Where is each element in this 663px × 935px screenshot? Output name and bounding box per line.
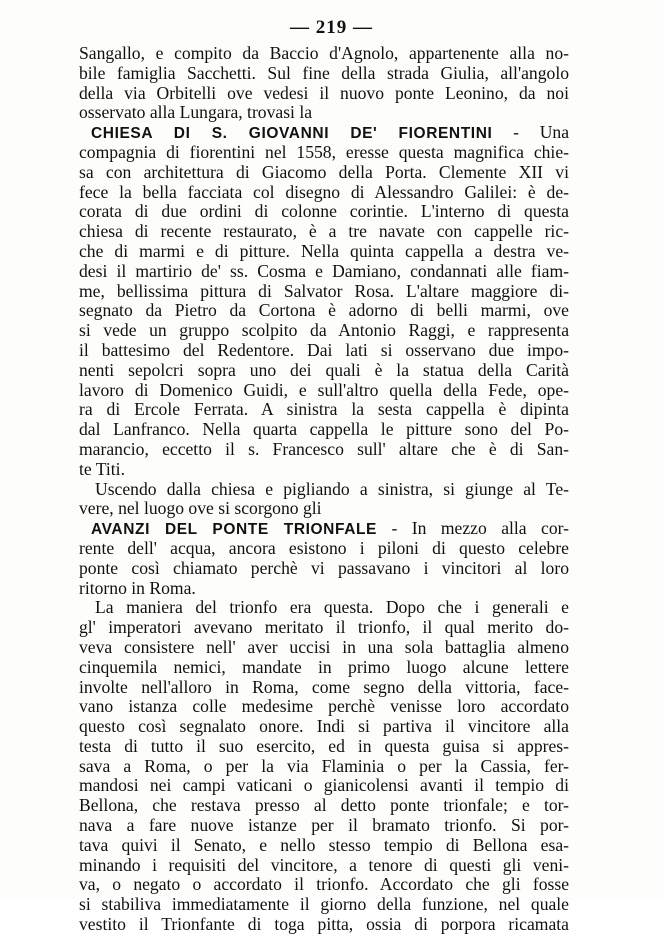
heading-continuation: - In mezzo alla cor- [377, 519, 569, 539]
text-line: vere, nel luogo ove si scorgono gli [79, 499, 322, 519]
text-line: me, bellissima pittura di Salvator Rosa. L'altare maggiore di- [79, 281, 569, 301]
text-line: minando i requisiti del vincitore, a tenore di questi gli veni- [79, 855, 569, 875]
text-line: cinquemila nemici, mandate in primo luogo alcune lettere [79, 657, 569, 677]
text-line: bile famiglia Sacchetti. Sul fine della strada Giulia, all'angolo [79, 63, 569, 83]
text-line: Uscendo dalla chiesa e pigliando a sinistra, si giunge al Te- [95, 479, 569, 499]
heading-continuation: - Una [492, 123, 569, 143]
text-line: Sangallo, e compito da Baccio d'Agnolo, appartenente alla no- [79, 44, 569, 63]
text-line: vano istanza colle medesime perchè venisse loro accordato [79, 697, 569, 717]
text-line: nenti sepolcri sopra uno dei quali è la statua della Carità [79, 360, 569, 380]
text-line: compagnia di fiorentini nel 1558, eresse questa magnifica chie- [79, 142, 569, 162]
text-line: ra di Ercole Ferrata. A sinistra la sesta cappella è dipinta [79, 400, 569, 420]
text-line: veva consistere nell' aver uccisi in una sola battaglia almeno [79, 637, 569, 657]
page-number: — 219 — [290, 17, 373, 38]
section-heading: AVANZI DEL PONTE TRIONFALE [91, 521, 377, 539]
text-line: gl' imperatori avevano meritato il trionfo, il qual merito do- [79, 618, 569, 638]
text-line: testa di tutto il suo esercito, ed in questa guisa si appres- [79, 736, 569, 756]
body-text [79, 44, 569, 935]
text-line: Bellona, che restava presso al detto ponte trionfale; e tor- [79, 796, 569, 816]
text-line: segnato da Pietro da Cortona è adorno di belli marmi, ove [79, 301, 569, 321]
text-line: vestito il Trionfante di toga pitta, ossia di porpora ricamata [79, 915, 569, 935]
text-line: mandosi nei campi vaticani o gianicolensi avanti il tempio di [79, 776, 569, 796]
text-line: si vede un gruppo scolpito da Antonio Raggi, e rappresenta [79, 321, 569, 341]
section-heading-line [79, 519, 569, 539]
text-line: sa con architettura di Giacomo della Porta. Clemente XII vi [79, 162, 569, 182]
text-line: si stabiliva immediatamente il giorno della funzione, nel quale [79, 895, 569, 915]
section-heading-line [79, 123, 569, 143]
text-line: fece la bella facciata col disegno di Alessandro Galilei: è de- [79, 182, 569, 202]
text-line: ponte così chiamato perchè vi passavano i vincitori al loro [79, 558, 569, 578]
text-line: tava quivi il Senato, e nello stesso tempio di Bellona esa- [79, 835, 569, 855]
text-line: nava a fare nuove istanze per il bramato trionfo. Si por- [79, 816, 569, 836]
text-line: corata di due ordini di colonne corintie. L'interno di questa [79, 202, 569, 222]
text-line: ritorno in Roma. [79, 578, 196, 598]
text-line: dal Lanfranco. Nella quarta cappella le pitture sono del Po- [79, 420, 569, 440]
text-line: te Titi. [79, 459, 125, 479]
text-line: va, o negato o accordato il trionfo. Accordato che gli fosse [79, 875, 569, 895]
text-line: marancio, eccetto il s. Francesco sull' altare che è di San- [79, 439, 569, 459]
text-line: osservato alla Lungara, trovasi la [79, 103, 313, 123]
section-heading: CHIESA DI S. GIOVANNI DE' FIORENTINI [91, 125, 493, 143]
text-line: che di marmi e di pitture. Nella quinta cappella a destra ve- [79, 241, 569, 261]
text-line: della via Orbitelli ove vedesi il nuovo ponte Leonino, da noi [79, 83, 569, 103]
text-line: chiesa di recente restaurato, è a tre navate con cappelle ric- [79, 222, 569, 242]
text-line: La maniera del trionfo era questa. Dopo che i generali e [95, 598, 569, 618]
text-line: lavoro di Domenico Guidi, e sull'altro quella della Fede, ope- [79, 380, 569, 400]
text-line: involte nell'alloro in Roma, come segno della vittoria, face- [79, 677, 569, 697]
text-line: rente dell' acqua, ancora esistono i piloni di questo celebre [79, 538, 569, 558]
text-line: desi il martirio de' ss. Cosma e Damiano, condannati alle fiam- [79, 261, 569, 281]
text-line: sava a Roma, o per la via Flaminia o per la Cassia, fer- [79, 756, 569, 776]
text-line: il battesimo del Redentore. Dai lati si osservano due impo- [79, 340, 569, 360]
text-line: questo così segnalato onore. Indi si partiva il vincitore alla [79, 717, 569, 737]
